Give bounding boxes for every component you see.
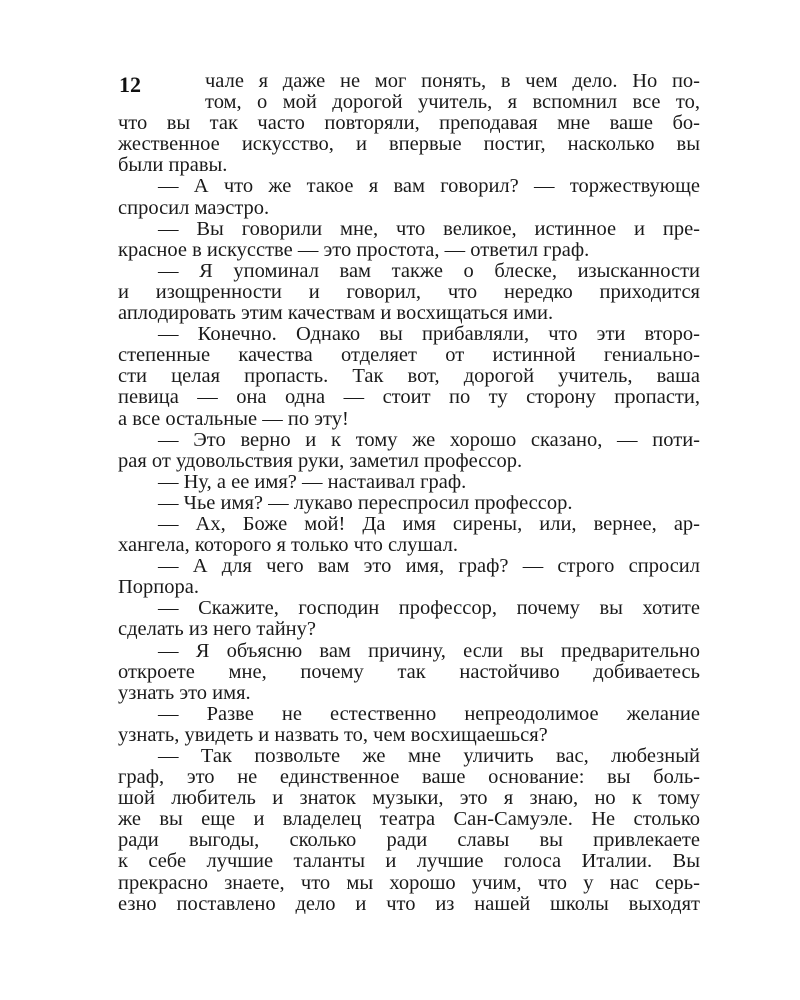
text-line: к себе лучшие таланты и лучшие голоса Италии. Вы (118, 850, 700, 873)
text-line: — Я объясню вам причину, если вы предварительно (158, 639, 700, 662)
text-line: что вы так часто повторяли, преподавая мне ваше бо- (118, 112, 700, 135)
text-line: а все остальные — по эту! (118, 407, 349, 430)
text-line: — Чье имя? — лукаво переспросил профессор. (158, 491, 573, 514)
text-line: — А что же такое я вам говорил? — торжествующе (158, 175, 700, 198)
text-line: и изощренности и говорил, что нередко приходится (118, 280, 700, 303)
text-line: езно поставлено дело и что из нашей школы выходят (118, 892, 700, 915)
text-line: жественное искусство, и впервые постиг, насколько вы (118, 133, 700, 156)
text-line: — А для чего вам это имя, граф? — строго спросил (158, 555, 700, 578)
text-line: красное в искусстве — это простота, — ответил граф. (118, 238, 590, 261)
text-line: шой любитель и знаток музыки, это я знаю, но к тому (118, 787, 700, 810)
text-line: степенные качества отделяет от истинной гениально- (118, 344, 700, 367)
text-line: же вы еще и владелец театра Сан-Самуэле. Не столько (118, 808, 700, 831)
text-line: — Вы говорили мне, что великое, истинное и пре- (158, 217, 700, 240)
text-line: — Я упоминал вам также о блеске, изысканности (158, 259, 700, 282)
text-line: узнать, увидеть и назвать то, чем восхищаешься? (118, 723, 548, 746)
text-line: — Ну, а ее имя? — настаивал граф. (158, 470, 467, 493)
text-line: чале я даже не мог понять, в чем дело. Но по- (205, 70, 700, 92)
text-line: — Разве не естественно непреодолимое желание (158, 702, 700, 725)
text-line: — Это верно и к тому же хорошо сказано, — поти- (158, 428, 700, 451)
text-line: — Конечно. Однако вы прибавляли, что эти второ- (158, 323, 700, 346)
body-text (118, 71, 700, 915)
text-line: рая от удовольствия руки, заметил профессор. (118, 449, 523, 472)
page-number: 12 (119, 72, 141, 97)
text-line: спросил маэстро. (118, 196, 270, 219)
text-line: прекрасно знаете, что мы хорошо учим, что у нас серь- (118, 871, 700, 894)
text-line: узнать это имя. (118, 681, 251, 704)
text-line: откроете мне, почему так настойчиво добиваетесь (118, 660, 700, 683)
text-line: — Так позвольте же мне уличить вас, любезный (158, 745, 700, 767)
text-line: граф, это не единственное ваше основание: вы боль- (118, 766, 700, 789)
text-line: — Скажите, господин профессор, почему вы хотите (158, 597, 700, 620)
text-line: были правы. (118, 154, 228, 177)
text-line: аплодировать этим качествам и восхищаться ими. (118, 302, 554, 325)
text-line: том, о мой дорогой учитель, я вспомнил все то, (205, 91, 700, 114)
text-line: хангела, которого я только что слушал. (118, 534, 458, 557)
text-line: певица — она одна — стоит по ту сторону пропасти, (118, 386, 700, 409)
text-line: ради выгоды, сколько ради славы вы привлекаете (118, 829, 700, 852)
text-line: сделать из него тайну? (118, 618, 316, 641)
text-line: Порпора. (118, 576, 199, 599)
text-line: — Ах, Боже мой! Да имя сирены, или, вернее, ар- (158, 512, 700, 535)
text-line: сти целая пропасть. Так вот, дорогой учитель, ваша (118, 365, 700, 388)
